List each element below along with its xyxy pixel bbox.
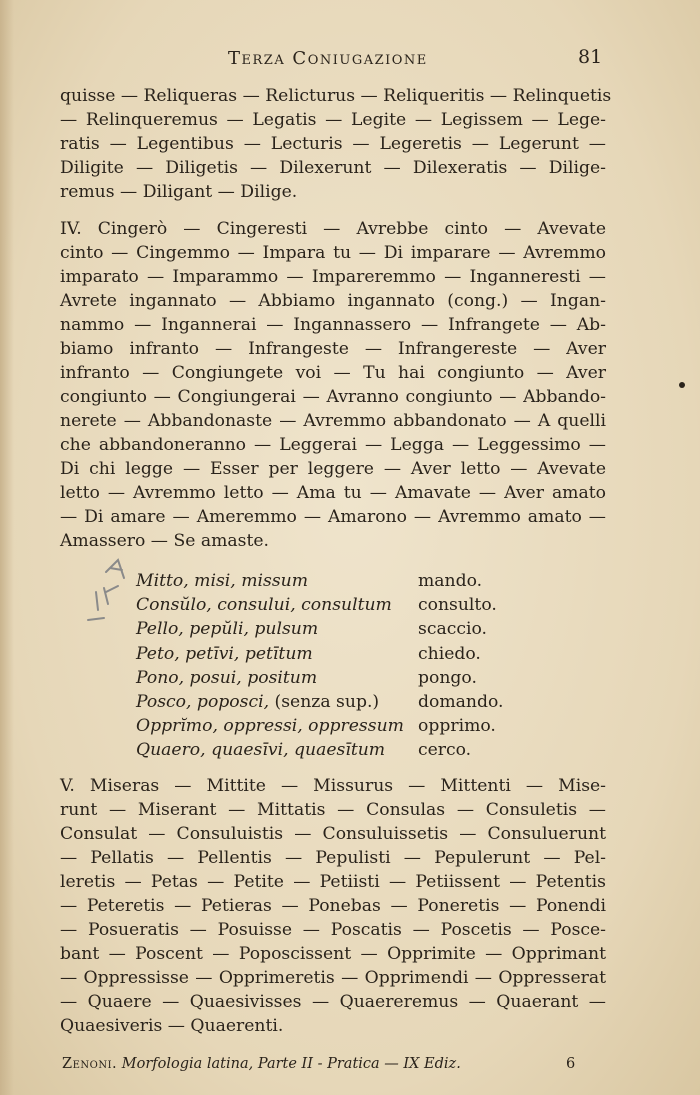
text-line: IV. Cingerò — Cingeresti — Avrebbe cinto — Avevate [60, 219, 606, 239]
paradigm-row [136, 690, 516, 714]
footer-credit [62, 1056, 461, 1072]
paradigm-row [136, 738, 516, 762]
principal-parts: Opprĭmo, oppressi, oppressum [136, 716, 404, 737]
footer-book-title: Morfologia latina, Parte II - Pratica — IX Ediz. [121, 1056, 461, 1072]
italian-meaning: mando. [418, 571, 483, 591]
principal-parts: Pono, posui, positum [136, 667, 318, 688]
paradigm-row [136, 714, 516, 738]
paradigm-row [136, 569, 516, 593]
text-line: — Relinqueremus — Legatis — Legite — Legissem — Lege- [60, 110, 606, 130]
text-line: biamo infranto — Infrangeste — Infrangereste — Aver [60, 339, 606, 359]
italian-meaning: chiedo. [418, 643, 481, 664]
italian-meaning: pongo. [418, 667, 477, 688]
footer-author: Zenoni. [62, 1056, 118, 1072]
italian-meaning: cerco. [418, 740, 472, 761]
text-line: infranto — Congiungete voi — Tu hai congiunto — Aver [60, 363, 606, 383]
text-line: — Di amare — Ameremmo — Amarono — Avremmo amato — [60, 507, 606, 527]
page-header [0, 44, 700, 74]
text-line: remus — Diligant — Dilige. [60, 182, 298, 202]
text-line: runt — Miserant — Mittatis — Consulas — Consuletis — [60, 800, 606, 820]
italian-meaning: scaccio. [418, 619, 487, 640]
exercise-iv [60, 217, 606, 553]
text-line: letto — Avremmo letto — Ama tu — Amavate — Aver amato [60, 483, 606, 503]
italian-meaning: opprimo. [418, 716, 496, 737]
paradigm-row [136, 666, 516, 690]
paradigm-row [136, 617, 516, 641]
principal-parts-group [136, 690, 418, 714]
text-line: Amassero — Se amaste. [60, 531, 270, 551]
page-spine-shadow [0, 0, 14, 1095]
text-line: quisse — Reliqueras — Relicturus — Reliqueritis — Relinquetis [60, 86, 612, 106]
text-line: Di chi legge — Esser per leggere — Aver letto — Avevate [60, 459, 606, 479]
principal-parts: Pello, pepŭli, pulsum [136, 619, 319, 640]
page-footer [62, 1056, 582, 1080]
supine-note: (senza sup.) [274, 691, 380, 712]
ink-speck [677, 380, 687, 390]
text-line: bant — Poscent — Poposcissent — Opprimite — Opprimant [60, 944, 606, 964]
text-line: Consulat — Consuluistis — Consuluissetis — Consuluerunt [60, 824, 606, 844]
text-line: nammo — Ingannerai — Ingannassero — Infrangete — Ab- [60, 315, 606, 335]
text-line: Avrete ingannato — Abbiamo ingannato (cong.) — Ingan- [60, 291, 606, 311]
text-line: cinto — Cingemmo — Impara tu — Di imparare — Avremmo [60, 243, 606, 263]
exercise-v [60, 774, 606, 1038]
text-line: imparato — Imparammo — Impareremmo — Inganneresti — [60, 267, 606, 287]
text-line: — Pellatis — Pellentis — Pepulisti — Pepulerunt — Pel- [60, 848, 606, 868]
text-line: che abbandoneranno — Leggerai — Legga — Leggessimo — [60, 435, 606, 455]
italian-meaning: consulto. [418, 595, 497, 616]
text-line: nerete — Abbandonaste — Avremmo abbandonato — A quelli [60, 411, 606, 431]
text-line: congiunto — Congiungerai — Avranno congiunto — Abbando- [60, 387, 606, 407]
italian-meaning: domando. [418, 691, 504, 712]
principal-parts: Peto, petīvi, petītum [136, 643, 313, 664]
text-line: — Quaere — Quaesivisses — Quaereremus — Quaerant — [60, 992, 606, 1012]
paradigm-row [136, 642, 516, 666]
principal-parts: Consŭlo, consului, consultum [136, 595, 392, 616]
principal-parts: Quaero, quaesīvi, quaesītum [136, 740, 386, 761]
page-number: 81 [578, 46, 603, 68]
principal-parts: Posco, poposci, [136, 691, 270, 712]
principal-parts: Mitto, misi, missum [136, 571, 309, 591]
text-line: — Peteretis — Petieras — Ponebas — Poneretis — Ponendi [60, 896, 606, 916]
verb-paradigm-list [136, 569, 516, 763]
text-line: V. Miseras — Mittite — Missurus — Mittenti — Mise- [60, 776, 606, 796]
paragraph-continuation [60, 84, 612, 204]
signature-number: 6 [566, 1056, 576, 1072]
text-line: ratis — Legentibus — Lecturis — Legeretis — Legerunt — [60, 134, 606, 154]
text-line: Diligite — Diligetis — Dilexerunt — Dilexeratis — Dilige- [60, 158, 606, 178]
pencil-annotation-mark [84, 558, 144, 628]
text-line: leretis — Petas — Petite — Petiisti — Petiissent — Petentis [60, 872, 606, 892]
text-line: Quaesiveris — Quaerenti. [60, 1016, 284, 1036]
text-line: — Oppressisse — Opprimeretis — Opprimendi — Oppresserat [60, 968, 606, 988]
running-title: Terza Coniugazione [228, 48, 428, 69]
paradigm-row [136, 593, 516, 617]
text-line: — Posueratis — Posuisse — Poscatis — Poscetis — Posce- [60, 920, 606, 940]
